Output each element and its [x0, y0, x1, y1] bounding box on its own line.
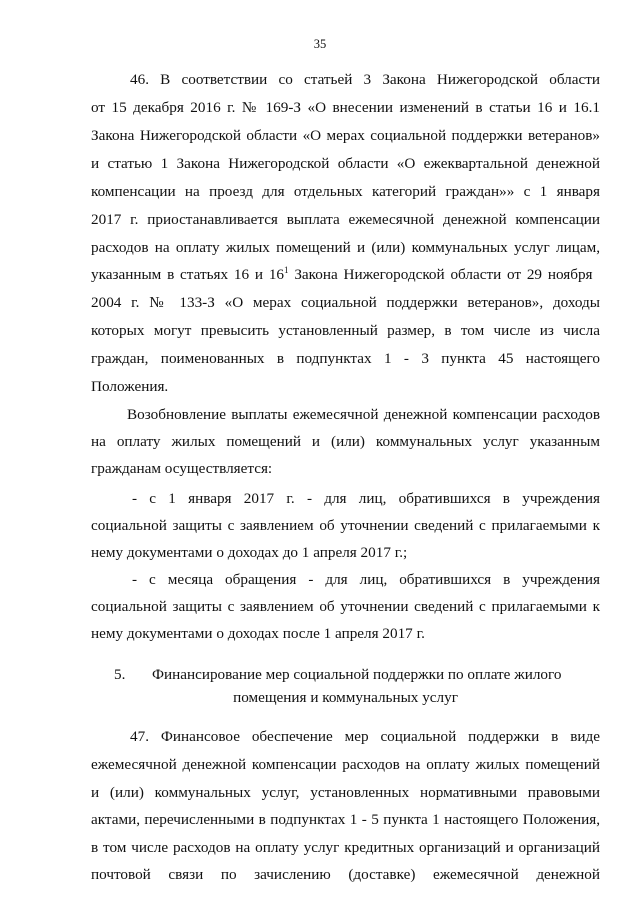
text-line: 2017 г. приостанавливается выплата ежемесячной денежной компенсации [91, 211, 600, 228]
text-line: в том числе расходов на оплату услуг кредитных организаций и организаций [91, 839, 600, 856]
text-line: которых могут превысить установленный размер, в том числе из числа [91, 322, 600, 339]
text-line: компенсации на проезд для отдельных категорий граждан»» с 1 января [91, 183, 600, 200]
text-line: 47. Финансовое обеспечение мер социальной поддержки в виде [130, 728, 600, 745]
text-line: 2004 г. № 133-З «О мерах социальной поддержки ветеранов», доходы [91, 294, 600, 311]
text-run: Закона Нижегородской области от 29 ноября [288, 266, 593, 283]
text-line: и статью 1 Закона Нижегородской области «О ежеквартальной денежной [91, 155, 600, 172]
text-line: - с 1 января 2017 г. - для лиц, обратившихся в учреждения [132, 490, 600, 507]
text-line: социальной защиты с заявлением об уточнении сведений с прилагаемыми к [91, 517, 600, 534]
text-line: социальной защиты с заявлением об уточнении сведений с прилагаемыми к [91, 598, 600, 615]
text-line: от 15 декабря 2016 г. № 169-З «О внесении изменений в статьи 16 и 16.1 [91, 99, 600, 116]
text-line: граждан, поименованных в подпунктах 1 - 3 пункта 45 настоящего [91, 350, 600, 367]
text-line: актами, перечисленными в подпунктах 1 - 5 пункта 1 настоящего Положения, [91, 811, 600, 828]
text-run: указанным в статьях 16 и 16 [91, 266, 285, 283]
heading-line: 5. Финансирование мер социальной поддержки по оплате жилого [114, 666, 562, 683]
text-line: и (или) коммунальных услуг, установленных нормативными правовыми [91, 784, 600, 801]
text-line: почтовой связи по зачислению (доставке) ежемесячной денежной [91, 866, 600, 883]
text-line: 46. В соответствии со статьей 3 Закона Нижегородской области [130, 71, 600, 88]
text-line: расходов на оплату жилых помещений и (или) коммунальных услуг лицам, [91, 239, 600, 256]
text-line: нему документами о доходах после 1 апреля 2017 г. [91, 625, 425, 642]
text-line: - с месяца обращения - для лиц, обратившихся в учреждения [132, 571, 600, 588]
text-line: ежемесячной денежной компенсации расходов на оплату жилых помещений [91, 756, 600, 773]
text-line [91, 261, 600, 289]
text-line: Возобновление выплаты ежемесячной денежной компенсации расходов [127, 406, 600, 423]
text-line: Закона Нижегородской области «О мерах социальной поддержки ветеранов» [91, 127, 600, 144]
heading-line: помещения и коммунальных услуг [233, 689, 458, 706]
text-line: гражданам осуществляется: [91, 460, 273, 477]
superscript: 1 [284, 265, 289, 275]
page-number: 35 [313, 37, 327, 51]
text-line: на оплату жилых помещений и (или) коммунальных услуг указанным [91, 433, 600, 450]
text-line: нему документами о доходах до 1 апреля 2017 г.; [91, 544, 408, 561]
text-line: Положения. [91, 378, 169, 395]
